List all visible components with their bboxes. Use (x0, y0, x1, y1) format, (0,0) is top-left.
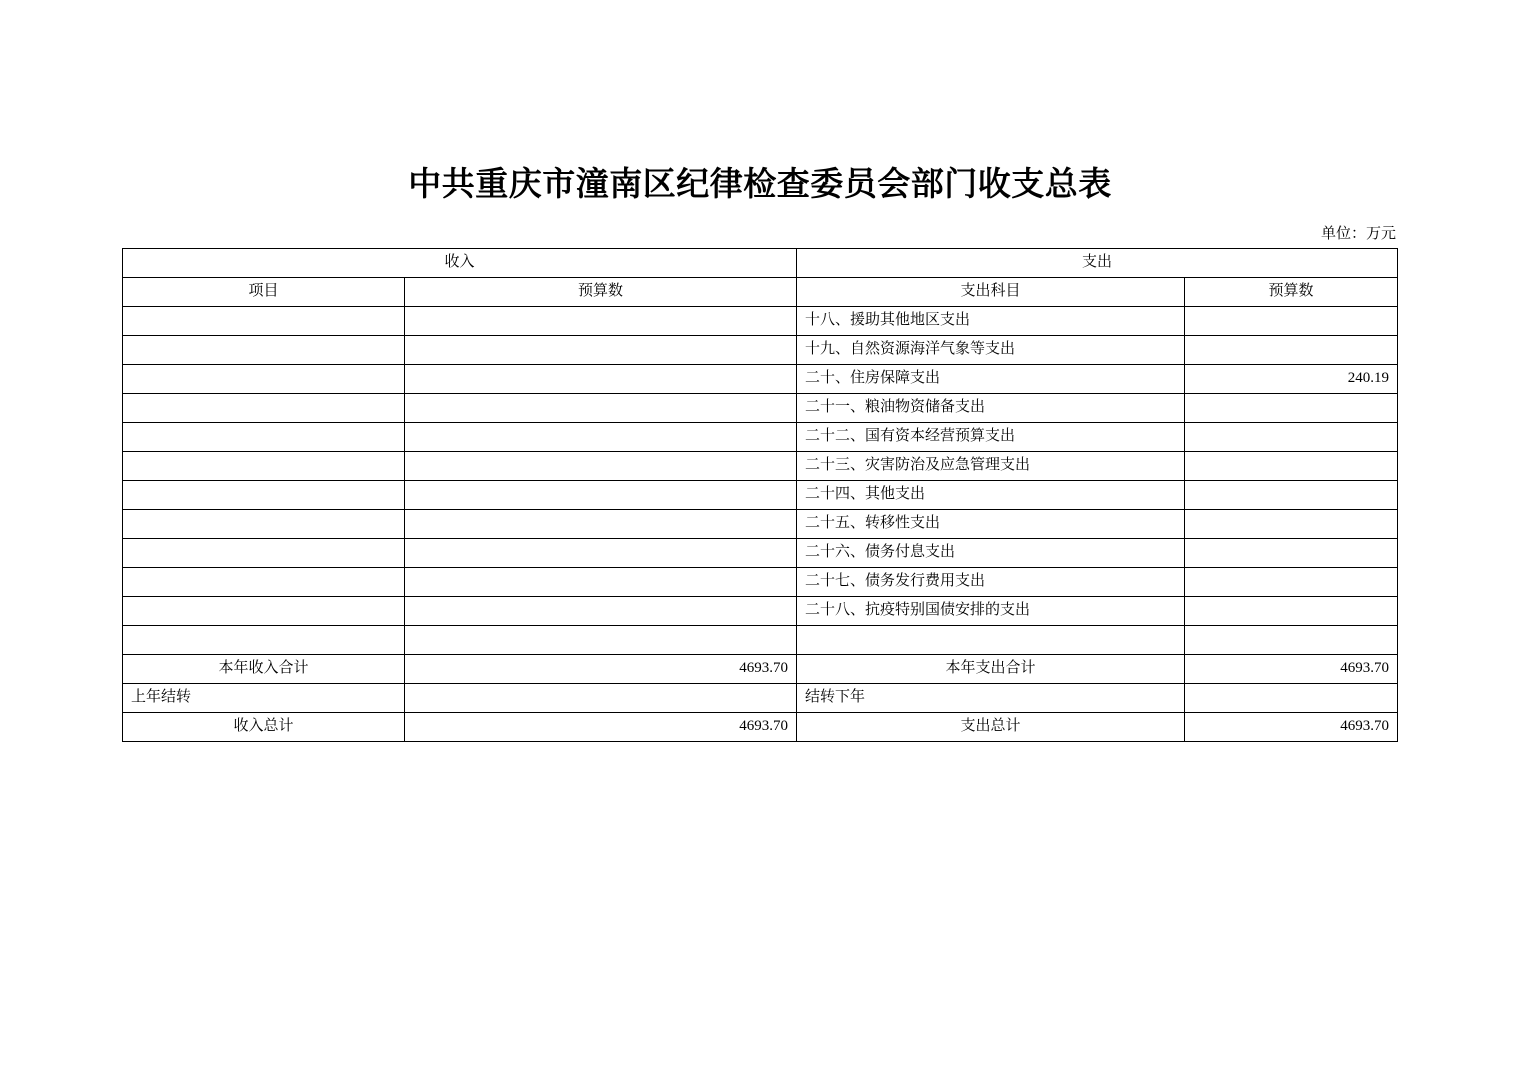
cell-expense-value: 240.19 (1185, 365, 1398, 394)
cell-income-value (405, 307, 797, 336)
cell-income-item: 本年收入合计 (123, 655, 405, 684)
cell-income-item: 上年结转 (123, 684, 405, 713)
cell-income-value (405, 336, 797, 365)
page-title: 中共重庆市潼南区纪律检查委员会部门收支总表 (408, 167, 1112, 203)
cell-income-item (123, 394, 405, 423)
cell-income-value (405, 423, 797, 452)
cell-income-item (123, 365, 405, 394)
cell-expense-value (1185, 307, 1398, 336)
cell-income-item (123, 510, 405, 539)
cell-expense-item: 二十二、国有资本经营预算支出 (797, 423, 1185, 452)
cell-expense-value (1185, 336, 1398, 365)
cell-expense-item (797, 626, 1185, 655)
table-row (123, 336, 1398, 365)
table-row (123, 307, 1398, 336)
column-header-expense-item: 支出科目 (797, 278, 1185, 307)
column-header-expense-value: 预算数 (1185, 278, 1398, 307)
budget-table-container (122, 248, 1397, 742)
unit-note: 单位：万元 (1320, 226, 1396, 242)
cell-income-value (405, 452, 797, 481)
cell-expense-item: 支出总计 (797, 713, 1185, 742)
cell-income-item (123, 423, 405, 452)
cell-expense-item: 二十、住房保障支出 (797, 365, 1185, 394)
cell-expense-item: 二十一、粮油物资储备支出 (797, 394, 1185, 423)
table-total-row-carryover (123, 684, 1398, 713)
cell-expense-value (1185, 452, 1398, 481)
cell-income-item (123, 307, 405, 336)
cell-expense-value (1185, 597, 1398, 626)
cell-income-value (405, 539, 797, 568)
column-header-income-item: 项目 (123, 278, 405, 307)
cell-income-item (123, 626, 405, 655)
group-header-expense: 支出 (797, 249, 1398, 278)
cell-expense-item: 十八、援助其他地区支出 (797, 307, 1185, 336)
cell-expense-value (1185, 510, 1398, 539)
cell-expense-value (1185, 684, 1398, 713)
cell-income-value (405, 510, 797, 539)
table-row (123, 510, 1398, 539)
cell-expense-value (1185, 481, 1398, 510)
cell-income-value: 4693.70 (405, 713, 797, 742)
table-row (123, 481, 1398, 510)
cell-expense-item: 二十五、转移性支出 (797, 510, 1185, 539)
cell-expense-item: 结转下年 (797, 684, 1185, 713)
cell-income-item (123, 568, 405, 597)
cell-income-item (123, 597, 405, 626)
cell-income-value (405, 684, 797, 713)
cell-expense-value (1185, 568, 1398, 597)
cell-income-item: 收入总计 (123, 713, 405, 742)
table-row (123, 452, 1398, 481)
group-header-income: 收入 (123, 249, 797, 278)
table-row (123, 568, 1398, 597)
cell-income-item (123, 539, 405, 568)
table-row (123, 539, 1398, 568)
cell-expense-item: 二十三、灾害防治及应急管理支出 (797, 452, 1185, 481)
table-row (123, 423, 1398, 452)
cell-income-item (123, 452, 405, 481)
cell-expense-item: 二十七、债务发行费用支出 (797, 568, 1185, 597)
table-total-row-grand (123, 713, 1398, 742)
table-row (123, 597, 1398, 626)
cell-expense-value: 4693.70 (1185, 655, 1398, 684)
cell-expense-item: 本年支出合计 (797, 655, 1185, 684)
table-row-blank (123, 626, 1398, 655)
cell-income-value (405, 568, 797, 597)
cell-expense-item: 二十四、其他支出 (797, 481, 1185, 510)
cell-expense-value (1185, 423, 1398, 452)
cell-income-item (123, 481, 405, 510)
table-row (123, 394, 1398, 423)
table-group-header-row (123, 249, 1398, 278)
table-column-header-row (123, 278, 1398, 307)
table-row (123, 365, 1398, 394)
cell-income-value (405, 597, 797, 626)
cell-income-value (405, 626, 797, 655)
cell-expense-value (1185, 539, 1398, 568)
cell-expense-value: 4693.70 (1185, 713, 1398, 742)
cell-income-value: 4693.70 (405, 655, 797, 684)
budget-table-body (123, 249, 1398, 742)
cell-expense-value (1185, 394, 1398, 423)
column-header-income-value: 预算数 (405, 278, 797, 307)
cell-income-item (123, 336, 405, 365)
cell-expense-item: 二十六、债务付息支出 (797, 539, 1185, 568)
cell-income-value (405, 394, 797, 423)
cell-expense-item: 十九、自然资源海洋气象等支出 (797, 336, 1185, 365)
cell-expense-item: 二十八、抗疫特别国债安排的支出 (797, 597, 1185, 626)
table-total-row-year-income (123, 655, 1398, 684)
cell-income-value (405, 365, 797, 394)
budget-table (122, 248, 1398, 742)
cell-expense-value (1185, 626, 1398, 655)
cell-income-value (405, 481, 797, 510)
